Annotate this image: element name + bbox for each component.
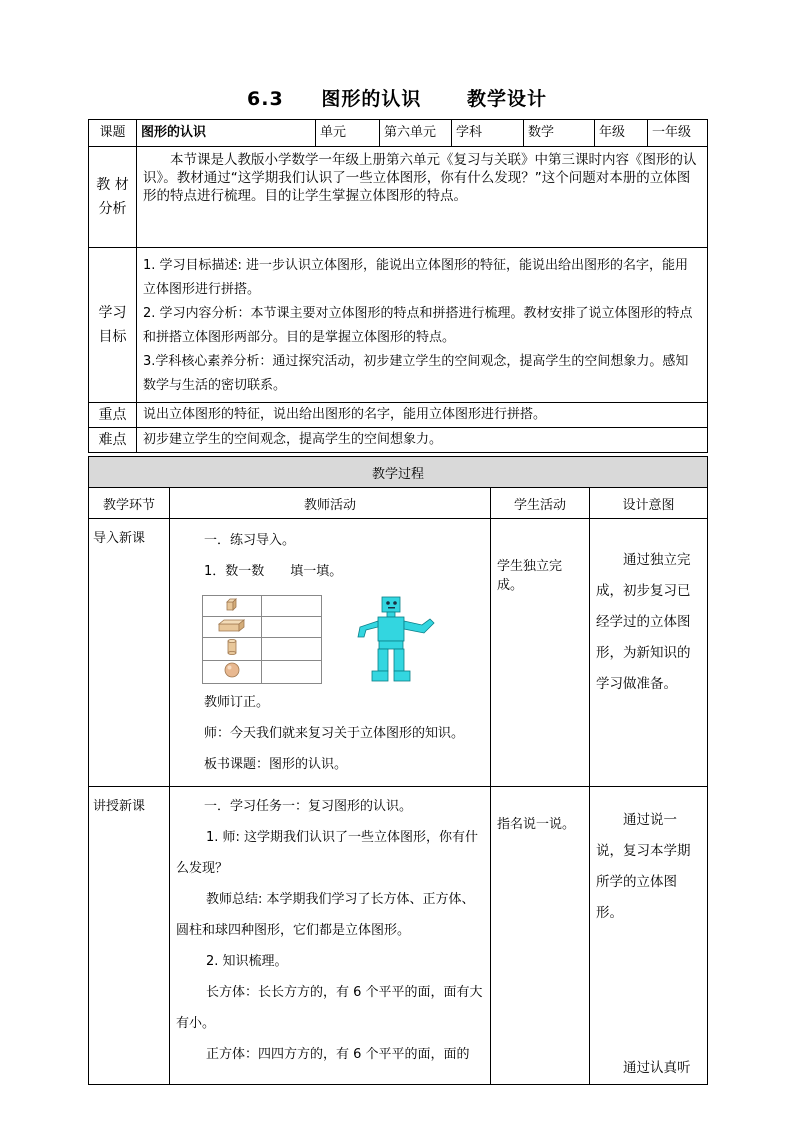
count-fill-table	[202, 595, 322, 684]
new-design-2: 通过认真听	[623, 1060, 691, 1076]
header-student: 学生活动	[491, 488, 590, 519]
header-teacher: 教师活动	[170, 488, 491, 519]
intro-after-3: 板书课题：图形的认识。	[204, 757, 348, 772]
analysis-text-cell	[137, 147, 708, 248]
new-teacher-cell	[170, 787, 491, 1085]
new-student: 指名说一说。	[491, 787, 590, 1085]
course-label: 学科	[452, 120, 524, 147]
difficulty-row	[89, 428, 708, 453]
title-name: 图形的认识	[321, 88, 422, 110]
analysis-text: 本节课是人教版小学数学一年级上册第六单元《复习与关联》中第三课时内容《图形的认识》。教材通过“这学期我们认识了一些立体图形，你有什么发现？”这个问题对本册的立体图形的特点进行梳理。目的让学生掌握立体图形的特点。	[143, 152, 697, 204]
header-design: 设计意图	[590, 488, 708, 519]
intro-after-1: 教师订正。	[204, 695, 270, 710]
intro-row	[89, 519, 708, 787]
course-value: 数学	[524, 120, 595, 147]
analysis-label: 教 材 分析	[89, 147, 137, 248]
intro-design: 通过独立完成，初步复习已经学过的立体图形，为新知识的学习做准备。	[596, 552, 691, 692]
new-design-cell	[590, 787, 708, 1085]
goals-cell	[137, 248, 708, 403]
new-line-6: 正方体：四四方方的，有 6 个平平的面，面的	[206, 1047, 470, 1062]
grade-label: 年级	[595, 120, 648, 147]
process-header-row	[89, 488, 708, 519]
intro-stage: 导入新课	[89, 519, 170, 787]
new-lesson-row	[89, 787, 708, 1085]
new-line-5: 长方体：长长方方的，有 6 个平平的面，面有大有小。	[176, 985, 483, 1031]
lesson-info-table	[88, 119, 708, 453]
intro-student: 学生独立完成。	[491, 519, 590, 787]
cylinder-icon	[203, 638, 262, 661]
sphere-icon	[203, 661, 262, 684]
key-point-label: 重点	[89, 403, 137, 428]
goal-item-1: 1. 学习目标描述: 进一步认识立体图形，能说出立体图形的特征，能说出给出图形的名字，能用立体图形进行拼搭。	[143, 258, 689, 297]
analysis-row	[89, 147, 708, 248]
header-stage: 教学环节	[89, 488, 170, 519]
new-line-2: 1. 师: 这学期我们认识了一些立体图形，你有什么发现？	[176, 830, 479, 876]
intro-design-cell	[590, 519, 708, 787]
intro-after-2: 师：今天我们就来复习关于立体图形的知识。	[204, 726, 465, 741]
title-number: 6.3	[247, 88, 284, 110]
new-line-1: 一．学习任务一：复习图形的认识。	[204, 799, 413, 814]
new-stage: 讲授新课	[89, 787, 170, 1085]
goal-item-2: 2. 学习内容分析：本节课主要对立体图形的特点和拼搭进行梳理。教材安排了说立体图形的特点和拼搭立体图形两部分。目的是掌握立体图形的特点。	[143, 306, 693, 345]
robot-figure	[342, 595, 442, 685]
difficulty-text: 初步建立学生的空间观念，提高学生的空间想象力。	[137, 428, 708, 453]
goals-label: 学习 目标	[89, 248, 137, 403]
grade-value: 一年级	[648, 120, 708, 147]
process-banner-row	[89, 457, 708, 488]
goal-item-3: 3.学科核心素养分析：通过探究活动，初步建立学生的空间观念，提高学生的空间想象力。感知数学与生活的密切联系。	[143, 354, 689, 393]
teaching-process-table	[88, 456, 708, 1085]
goals-row	[89, 248, 708, 403]
subject-label: 课题	[89, 120, 137, 147]
new-line-3: 教师总结: 本学期我们学习了长方体、正方体、圆柱和球四种图形，它们都是立体图形。	[176, 892, 475, 938]
difficulty-label: 难点	[89, 428, 137, 453]
exercise-figure	[202, 595, 484, 685]
subject-value: 图形的认识	[137, 120, 316, 147]
key-point-text: 说出立体图形的特征，说出给出图形的名字，能用立体图形进行拼搭。	[137, 403, 708, 428]
new-line-4: 2. 知识梳理。	[206, 954, 288, 969]
cube-icon	[203, 596, 262, 617]
new-design-1: 通过说一说，复习本学期所学的立体图形。	[596, 812, 691, 921]
intro-line-1: 一．练习导入。	[204, 533, 296, 548]
unit-label: 单元	[316, 120, 380, 147]
info-row	[89, 120, 708, 147]
process-banner: 教学过程	[89, 457, 708, 488]
unit-value: 第六单元	[380, 120, 452, 147]
page-title	[0, 84, 794, 111]
cuboid-icon	[203, 617, 262, 638]
key-point-row	[89, 403, 708, 428]
intro-teacher-cell	[170, 519, 491, 787]
title-type: 教学设计	[466, 88, 547, 110]
intro-line-2: 1．数一数 填一填。	[204, 564, 343, 579]
